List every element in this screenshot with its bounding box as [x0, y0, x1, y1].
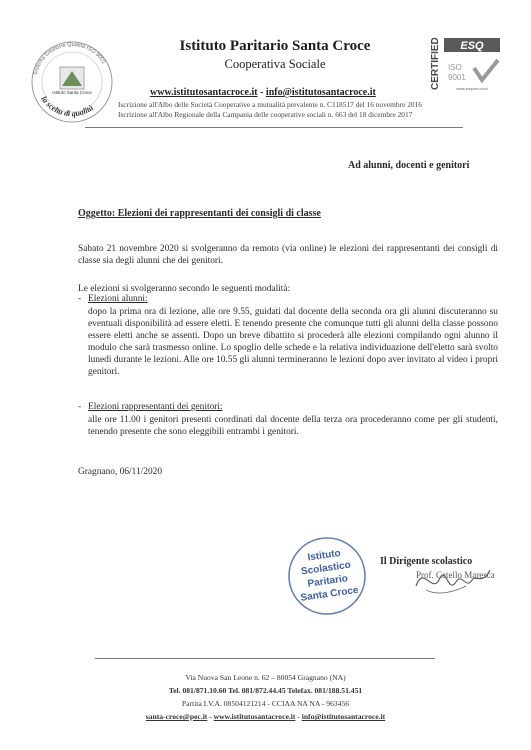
footer-links [0, 712, 531, 721]
signatory-name: Prof. Catello Maresca [416, 570, 495, 580]
addressee: Ad alunni, docenti e genitori [348, 160, 470, 171]
place-date: Gragnano, 06/11/2020 [78, 467, 163, 477]
contacts-separator: - [257, 87, 266, 98]
check-icon [474, 60, 498, 80]
subject-line: Oggetto: Elezioni dei rappresentanti dei consigli di classe [78, 208, 321, 219]
header-contacts [150, 87, 376, 98]
cert-site: www.esqcert.com [456, 86, 488, 91]
footer-website-link[interactable]: www.istitutosantacroce.it [213, 712, 296, 721]
item-label-students: Elezioni alunni: [88, 294, 148, 304]
iso-number: 9001 [448, 73, 466, 82]
stamp-line-3: Paritario [306, 573, 349, 590]
signatory-title: Il Dirigente scolastico [380, 556, 473, 567]
stamp-line-2: Scolastico [300, 559, 352, 578]
certified-badge-logo [424, 32, 506, 94]
logo-inner-text: Istituto Santa Croce [52, 90, 92, 95]
school-stamp [284, 533, 370, 619]
paragraph-modalities: Le elezioni si svolgeranno secondo le seguenti modalità: [78, 284, 291, 294]
footer-divider [95, 658, 435, 659]
pec-link[interactable]: santa-croce@pec.it [145, 712, 208, 721]
school-quality-logo [22, 30, 122, 125]
list-bullet: - [78, 294, 82, 304]
esq-brand: ESQ [460, 40, 484, 52]
footer-separator: - [295, 712, 302, 721]
registry-line-1: Iscrizione all'Albo delle Società Cooperative a mutualità prevalente n. C118517 del 16 novembre 2016 [118, 100, 422, 109]
footer-address: Via Nuova San Leone n. 62 – 80054 Gragnano (NA) [185, 673, 346, 682]
email-link[interactable]: info@istitutosantacroce.it [265, 87, 376, 98]
item-text-parents: alle ore 11.00 i genitori presenti coordinati dal docente della terza ora procederanno come per gli studenti, tenendo presente che sono eleggibili entrambi i genitori. [88, 415, 498, 437]
stamp-line-4: Santa Croce [299, 584, 360, 604]
footer-tax: Partita I.V.A. 08504121214 - CCIAA NA NA - 963456 [181, 699, 350, 708]
logo-motto: la scelta di qualità [39, 94, 95, 119]
stamp-line-1: Istituto [306, 547, 342, 564]
iso-label: ISO [448, 63, 462, 72]
certified-vertical-text: CERTIFIED [430, 37, 441, 90]
header-divider [85, 127, 463, 128]
footer-email-link[interactable]: info@istitutosantacroce.it [301, 712, 386, 721]
svg-text:la scelta di qualità [39, 95, 95, 119]
institute-subtitle: Cooperativa Sociale [224, 57, 326, 71]
list-bullet: - [78, 402, 82, 412]
institute-title: Istituto Paritario Santa Croce [179, 38, 371, 54]
footer-phones: Tel. 081/871.10.60 Tel. 081/872.44.45 Telefax. 081/188.51.451 [168, 686, 363, 695]
logo-arc-text: Sistema Gestione Qualità ISO 9001 [32, 41, 107, 76]
paragraph-intro: Sabato 21 novembre 2020 si svolgeranno da remoto (via online) le elezioni dei rappresentanti dei consigli di classe sia degli alunni che dei genitori. [78, 244, 498, 266]
website-link[interactable]: www.istitutosantacroce.it [150, 87, 258, 98]
handwritten-signature [396, 556, 496, 606]
footer-separator: - [207, 712, 214, 721]
item-label-parents: Elezioni rappresentanti dei genitori: [88, 402, 223, 412]
item-text-students: dopo la prima ora di lezione, alle ore 9.55, guidati dal docente della seconda ora gli alunni discuteranno su eventuali disponibilità ad essere eletti. E tenendo presente che comunque tutti gli alunni della classe possono essere eletti anche se assenti. Dopo un breve dibattito si procederà alle elezioni compilando ogni alunno il modulo che sarà trasmesso online. Lo spoglio delle schede e la relativa individuazione dell'eletto sarà svolto lunedì durante le lezioni. Alle ore 10.55 gli alunni termineranno le lezioni dopo aver invitato al video i propri genitori. [88, 307, 498, 377]
registry-line-2: Iscrizione all'Albo Regionale della Campania delle cooperative sociali n. 663 del 18 dicembre 2017 [118, 110, 413, 119]
